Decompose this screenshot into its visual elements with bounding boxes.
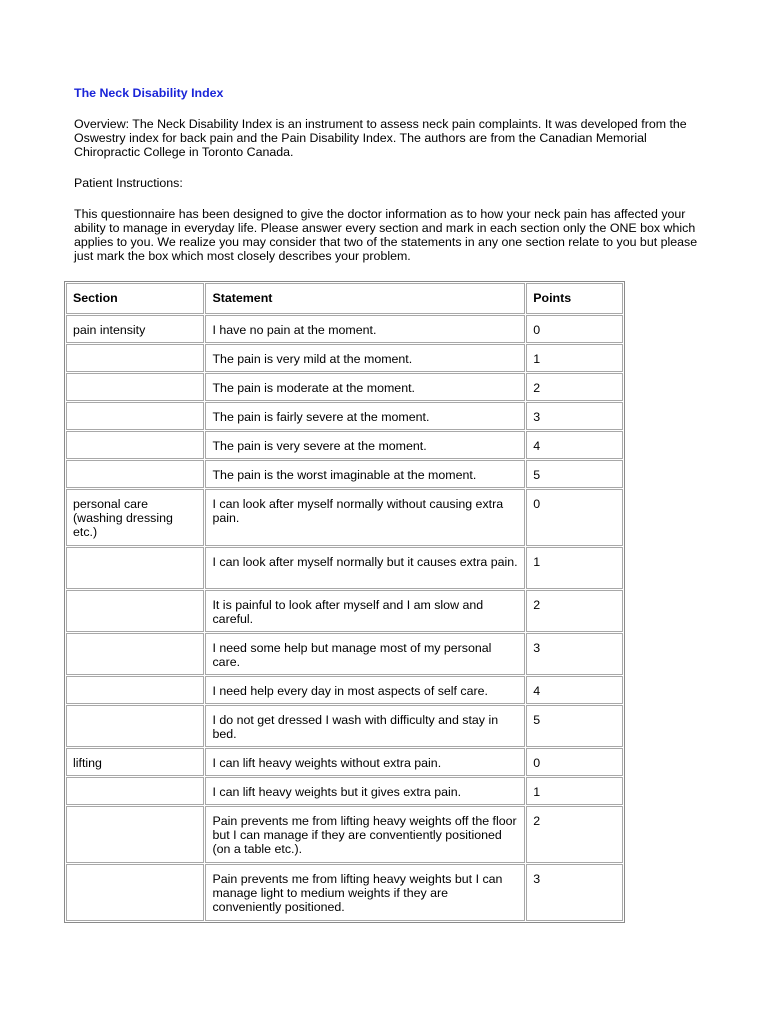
statement-cell: It is painful to look after myself and I am slow and careful. — [205, 590, 525, 632]
section-cell — [66, 431, 204, 459]
points-cell: 0 — [526, 315, 623, 343]
section-cell: lifting — [66, 748, 204, 776]
statement-cell: I can look after myself normally without causing extra pain. — [205, 489, 525, 546]
statement-cell: I can lift heavy weights without extra pain. — [205, 748, 525, 776]
section-cell — [66, 705, 204, 747]
section-cell — [66, 590, 204, 632]
table-row[interactable] — [66, 590, 623, 632]
section-header: Section — [66, 283, 204, 314]
statement-cell: The pain is very mild at the moment. — [205, 344, 525, 372]
points-cell: 4 — [526, 676, 623, 704]
instructions-paragraph: This questionnaire has been designed to give the doctor information as to how your neck pain has affected your ability to manage in everyday life. Please answer every section and mark in each section only the ONE box which applies to you. We realize you may consider that two of the statements in any one section relate to you but please just mark the box which most closely describes your problem. — [74, 207, 698, 263]
section-cell: pain intensity — [66, 315, 204, 343]
points-cell: 1 — [526, 777, 623, 805]
table-row[interactable] — [66, 402, 623, 430]
points-cell: 5 — [526, 705, 623, 747]
section-cell — [66, 402, 204, 430]
points-cell: 1 — [526, 547, 623, 589]
section-cell — [66, 373, 204, 401]
table-row[interactable] — [66, 748, 623, 776]
points-cell: 0 — [526, 748, 623, 776]
section-cell — [66, 676, 204, 704]
statement-cell: The pain is very severe at the moment. — [205, 431, 525, 459]
section-cell — [66, 806, 204, 863]
points-cell: 0 — [526, 489, 623, 546]
section-cell — [66, 777, 204, 805]
table-row[interactable] — [66, 431, 623, 459]
table-row[interactable] — [66, 676, 623, 704]
statement-cell: I need some help but manage most of my personal care. — [205, 633, 525, 675]
statement-cell: The pain is the worst imaginable at the moment. — [205, 460, 525, 488]
statement-header: Statement — [205, 283, 525, 314]
table-row[interactable] — [66, 489, 623, 546]
points-cell: 2 — [526, 590, 623, 632]
section-cell — [66, 460, 204, 488]
overview-paragraph: Overview: The Neck Disability Index is an instrument to assess neck pain complaints. It was developed from the Oswestry index for back pain and the Pain Disability Index. The authors are from the Canadian Memorial Chiropractic College in Toronto Canada. — [74, 117, 687, 159]
statement-cell: I need help every day in most aspects of self care. — [205, 676, 525, 704]
points-cell: 4 — [526, 431, 623, 459]
table-row[interactable] — [66, 777, 623, 805]
table-row[interactable] — [66, 373, 623, 401]
statement-cell: The pain is fairly severe at the moment. — [205, 402, 525, 430]
section-cell — [66, 864, 204, 921]
table-row[interactable] — [66, 864, 623, 921]
points-cell: 5 — [526, 460, 623, 488]
statement-cell: Pain prevents me from lifting heavy weights but I can manage light to medium weights if they are conveniently positioned. — [205, 864, 525, 921]
table-row[interactable] — [66, 705, 623, 747]
statement-cell: I have no pain at the moment. — [205, 315, 525, 343]
points-cell: 2 — [526, 373, 623, 401]
statement-cell: Pain prevents me from lifting heavy weights off the floor but I can manage if they are conventiently positioned (on a table etc.). — [205, 806, 525, 863]
statement-cell: I can lift heavy weights but it gives extra pain. — [205, 777, 525, 805]
section-cell — [66, 633, 204, 675]
statement-cell: I do not get dressed I wash with difficulty and stay in bed. — [205, 705, 525, 747]
points-header: Points — [526, 283, 623, 314]
table-row[interactable] — [66, 806, 623, 863]
table-row[interactable] — [66, 344, 623, 372]
section-cell: personal care (washing dressing etc.) — [66, 489, 204, 546]
points-cell: 3 — [526, 633, 623, 675]
points-cell: 1 — [526, 344, 623, 372]
statement-cell: The pain is moderate at the moment. — [205, 373, 525, 401]
table-row[interactable] — [66, 460, 623, 488]
table-row[interactable] — [66, 315, 623, 343]
patient-instructions-heading: Patient Instructions: — [74, 176, 183, 190]
statement-cell: I can look after myself normally but it causes extra pain. — [205, 547, 525, 589]
points-cell: 3 — [526, 402, 623, 430]
table-row[interactable] — [66, 547, 623, 589]
table-header-row — [66, 283, 623, 314]
points-cell: 2 — [526, 806, 623, 863]
table-row[interactable] — [66, 633, 623, 675]
section-cell — [66, 344, 204, 372]
neck-disability-table — [64, 281, 625, 923]
section-cell — [66, 547, 204, 589]
points-cell: 3 — [526, 864, 623, 921]
document-title: The Neck Disability Index — [74, 86, 224, 100]
